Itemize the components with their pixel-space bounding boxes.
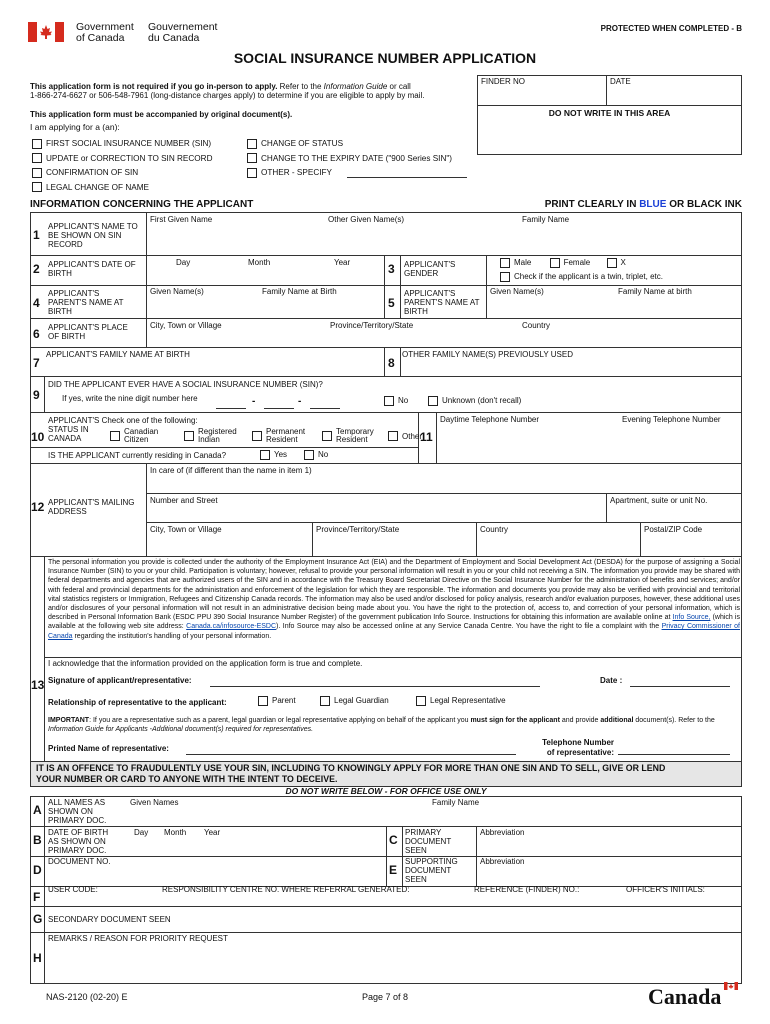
option-update[interactable]: UPDATE or CORRECTION TO SIN RECORD	[32, 152, 213, 167]
checkbox[interactable]	[607, 258, 617, 268]
item-number: 5	[388, 296, 395, 310]
canada-wordmark: Canada	[648, 984, 722, 1009]
other-given-names-label: Other Given Name(s)	[328, 215, 405, 224]
option-confirmation[interactable]: CONFIRMATION OF SIN	[32, 166, 213, 181]
date-label: DATE	[610, 77, 631, 86]
supporting-doc-label: SUPPORTING DOCUMENT SEEN	[405, 857, 458, 884]
item1-label: APPLICANT'S NAME TO BE SHOWN ON SIN RECORD	[48, 222, 138, 249]
page-title: SOCIAL INSURANCE NUMBER APPLICATION	[233, 50, 537, 66]
parent-label: Parent	[272, 696, 296, 706]
status-options	[110, 428, 422, 444]
year-label: Year	[334, 258, 351, 267]
form-code: NAS-2120 (02-20) E	[46, 992, 128, 1002]
care-of-label: In care of (if different than the name in item 1)	[150, 466, 312, 475]
checkbox[interactable]	[247, 139, 257, 149]
government-en: Government of Canada	[76, 21, 134, 44]
rel-parent	[258, 696, 296, 706]
item-number: 6	[33, 327, 40, 341]
parent-given-label: Given Name(s)	[150, 287, 204, 296]
checkbox[interactable]	[258, 696, 268, 706]
apply-options-left	[32, 137, 213, 195]
item10-label-2: STATUS IN	[48, 425, 89, 434]
residing-no	[304, 450, 328, 460]
checkbox[interactable]	[428, 396, 438, 406]
info-source-link[interactable]: Info Source,	[672, 614, 711, 622]
birth-country-label: Country	[522, 321, 551, 330]
month-label: Month	[248, 258, 271, 267]
office-use-title: DO NOT WRITE BELOW - FOR OFFICE USE ONLY	[285, 786, 487, 796]
residing-question: IS THE APPLICANT currently residing in Canada?	[48, 451, 227, 460]
checkbox[interactable]	[550, 258, 560, 268]
yes-label: Yes	[274, 450, 288, 460]
option-first-sin[interactable]: FIRST SOCIAL INSURANCE NUMBER (SIN)	[32, 137, 213, 152]
rep-phone-line[interactable]	[618, 754, 730, 755]
privacy-commissioner-link[interactable]: Privacy Commissioner of Canada	[48, 623, 740, 640]
office-item-letter: H	[33, 951, 42, 965]
rel-guardian	[320, 696, 389, 706]
male-label: Male	[514, 258, 532, 268]
checkbox[interactable]	[32, 139, 42, 149]
rep-phone-label: Telephone Number of representative:	[542, 738, 614, 757]
other-specify-line[interactable]	[347, 177, 467, 178]
sin-part-3[interactable]	[310, 408, 340, 409]
checkbox[interactable]	[304, 450, 314, 460]
twin-option	[500, 272, 663, 282]
status-option-label: Other	[402, 431, 423, 441]
x-label: X	[620, 258, 626, 268]
all-names-label: ALL NAMES AS SHOWN ON PRIMARY DOC.	[48, 798, 107, 825]
daytime-phone-label: Daytime Telephone Number	[440, 415, 540, 424]
guardian-label: Legal Guardian	[334, 696, 389, 706]
item8-label: OTHER FAMILY NAME(S) PREVIOUSLY USED	[402, 350, 573, 359]
sin-unknown-option	[428, 396, 521, 406]
residing-yes	[260, 450, 287, 460]
checkbox[interactable]	[32, 153, 42, 163]
item-number: 7	[33, 356, 40, 370]
privacy-notice: The personal information you provide is collected under the authority of the Employment Insurance Act (EIA) and the Department of Employment and Social Development Act (DESDA) for the purpose of assigning a Social Insurance Number (SIN) to you or your child. Participation is voluntary; however, refusal to provide your personal information will result in you or your child not receiving a SIN. The information you provide may be shared with federal departments and agencies that are authorized users of the SIN and in accordance with the Treasury Board Secretariat Directive on the Social Insurance Number for the administration of benefits and services; and/or with federal and provincial departments for the administration and enforcement of the legislation for which they are responsible. The information and documents you provide may also be verified with provincial and territorial vital statistics registers or Immigration, Refugees and Citizenship Canada records. The information may also be used and/or disclosed for policy analysis, research and/or evaluation purposes, however, these additional uses and/or disclosures of your personal information will not result in an administrative decision being made about you. You have the right to the protection of, access to, and correction of your personal information, which is described in Personal Information Bank (ESDC PPU 390 Social Insurance Number Register) of the government publication Info Source. Instructions for obtaining this information are available online at Info Source, (which is available at the following web site address: Canada.ca/infosource-ESDC). Info Source may also be accessed online at any Service Canada Centre. You have the right to file a complaint with the Privacy Commissioner of Canada regarding the institution's handling of your personal information.	[48, 559, 740, 640]
item-number: 1	[33, 228, 40, 242]
accompanied-note: This application form must be accompanied by original document(s).	[30, 110, 293, 119]
birth-province-label: Province/Territory/State	[330, 321, 414, 330]
canada-flag-icon	[28, 22, 64, 42]
mail-city-label: City, Town or Village	[150, 525, 222, 534]
document-no-label: DOCUMENT NO.	[48, 857, 111, 866]
reference-no-label: REFERENCE (FINDER) NO.:	[474, 885, 580, 894]
item10-label-3: CANADA	[48, 434, 82, 443]
item-number: 3	[388, 262, 395, 276]
checkbox[interactable]	[260, 450, 270, 460]
office-item-letter: D	[33, 863, 42, 877]
primary-doc-label: PRIMARY DOCUMENT SEEN	[405, 828, 452, 855]
item7-label: APPLICANT'S FAMILY NAME AT BIRTH	[46, 350, 190, 359]
page-number: Page 7 of 8	[361, 992, 409, 1002]
apply-options-right	[247, 137, 452, 181]
office-item-letter: A	[33, 803, 42, 817]
evening-phone-label: Evening Telephone Number	[622, 415, 721, 424]
item10-label: APPLICANT'S Check one of the following:	[48, 416, 198, 425]
status-option-label: Permanent Resident	[266, 427, 306, 444]
parent2-family-label: Family Name at birth	[618, 287, 692, 296]
checkbox[interactable]	[252, 431, 262, 441]
parent-family-label: Family Name at Birth	[262, 287, 337, 296]
item-number: 9	[33, 388, 40, 402]
family-name-label: Family Name	[522, 215, 570, 224]
printed-name-label: Printed Name of representative:	[48, 744, 169, 753]
relationship-label: Relationship of representative to the applicant:	[48, 698, 227, 707]
unknown-label: Unknown (don't recall)	[442, 396, 522, 406]
item4-label: APPLICANT'S PARENT'S NAME AT BIRTH	[48, 289, 124, 316]
user-code-label: USER CODE:	[48, 885, 98, 894]
item3-label: APPLICANT'S GENDER	[404, 260, 456, 278]
item5-label: APPLICANT'S PARENT'S NAME AT BIRTH	[404, 289, 480, 316]
abbreviation-label: Abbreviation	[480, 857, 525, 866]
item-number: 8	[388, 356, 395, 370]
apartment-label: Apartment, suite or unit No.	[610, 496, 708, 505]
office-given-label: Given Names	[130, 798, 179, 807]
gender-options	[500, 258, 626, 268]
important-note: IMPORTANT: If you are a representative such as a parent, legal guardian or legal representative applying on behalf of the applicant you must sign for the applicant and provide additional document(s). Refer to the Information Guide for Applicants -Additional document(s) required for representatives.	[48, 717, 715, 733]
item-number: 4	[33, 296, 40, 310]
option-change-status[interactable]: CHANGE OF STATUS	[247, 137, 452, 152]
status-option-label: Registered Indian	[198, 427, 237, 444]
legal-rep-label: Legal Representative	[430, 696, 506, 706]
checkbox[interactable]	[322, 431, 332, 441]
government-fr: Gouvernement du Canada	[148, 21, 218, 44]
item9-question: DID THE APPLICANT EVER HAVE A SOCIAL INSURANCE NUMBER (SIN)?	[48, 380, 323, 389]
status-option-label: Canadian Citizen	[124, 427, 159, 444]
applying-for-label: I am applying for a (an):	[30, 122, 120, 132]
checkbox[interactable]	[500, 258, 510, 268]
signature-line[interactable]	[210, 686, 540, 687]
responsibility-centre-label: RESPONSIBILITY CENTRE NO. WHERE REFERRAL GENERATED:	[162, 885, 410, 894]
office-family-label: Family Name	[432, 798, 480, 807]
signature-date-line[interactable]	[630, 686, 730, 687]
item2-label: APPLICANT'S DATE OF BIRTH	[48, 260, 136, 278]
signature-date-label: Date :	[600, 676, 623, 685]
option-legal-change[interactable]: LEGAL CHANGE OF NAME	[32, 181, 213, 196]
postal-label: Postal/ZIP Code	[644, 525, 703, 534]
sin-part-2[interactable]	[264, 408, 294, 409]
checkbox[interactable]	[247, 153, 257, 163]
mail-country-label: Country	[480, 525, 509, 534]
finder-no-label: FINDER NO	[481, 77, 525, 86]
female-label: Female	[563, 258, 591, 268]
office-month-label: Month	[164, 828, 187, 837]
secondary-doc-label: SECONDARY DOCUMENT SEEN	[48, 915, 171, 924]
acknowledge-text: I acknowledge that the information provided on the application form is true and complete.	[48, 659, 363, 668]
street-label: Number and Street	[150, 496, 218, 505]
sin-no-option	[384, 396, 408, 406]
item-number: 11	[420, 430, 433, 444]
item-number: 2	[33, 262, 40, 276]
birth-city-label: City, Town or Village	[150, 321, 222, 330]
checkbox[interactable]	[32, 182, 42, 192]
office-item-letter: F	[33, 890, 41, 904]
status-option-label: Temporary Resident	[336, 427, 374, 444]
section-title: INFORMATION CONCERNING THE APPLICANT	[30, 199, 254, 210]
protected-label: PROTECTED WHEN COMPLETED - B	[600, 24, 742, 33]
infosource-esdc-link[interactable]: Canada.ca/infosource-ESDC	[186, 623, 277, 631]
office-year-label: Year	[204, 828, 221, 837]
item6-label: APPLICANT'S PLACE OF BIRTH	[48, 323, 128, 341]
checkbox[interactable]	[32, 168, 42, 178]
checkbox[interactable]	[388, 431, 398, 441]
item-number: 10	[31, 430, 45, 444]
officer-initials-label: OFFICER'S INITIALS:	[626, 885, 705, 894]
office-day-label: Day	[134, 828, 149, 837]
do-not-write-label: DO NOT WRITE IN THIS AREA	[548, 108, 671, 118]
twin-label: Check if the applicant is a twin, triplet, etc.	[514, 272, 663, 282]
item-number: 13	[31, 678, 45, 692]
no-label: No	[398, 396, 409, 406]
first-given-name-label: First Given Name	[150, 215, 213, 224]
offence-warning: IT IS AN OFFENCE TO FRAUDULENTLY USE YOUR SIN, INCLUDING TO KNOWINGLY APPLY FOR MORE THAN ONE SIN AND TO SELL, GIVE OR LEND YOUR NUMBER OR CARD TO ANYONE WITH THE INTENT TO DECEIVE.	[36, 763, 666, 784]
item-number: 12	[31, 500, 45, 514]
rel-legal-rep	[416, 696, 506, 706]
checkbox[interactable]	[320, 696, 330, 706]
sin-part-1[interactable]	[216, 408, 246, 409]
nine-digit-label: If yes, write the nine digit number here	[62, 394, 198, 403]
no-label: No	[318, 450, 329, 460]
dob-label: DATE OF BIRTH AS SHOWN ON PRIMARY DOC.	[48, 828, 109, 855]
mail-province-label: Province/Territory/State	[316, 525, 400, 534]
checkbox[interactable]	[416, 696, 426, 706]
wordmark-flag-icon	[724, 982, 738, 990]
parent2-given-label: Given Name(s)	[490, 287, 544, 296]
print-clearly: PRINT CLEARLY IN BLUE OR BLACK INK	[544, 199, 742, 210]
printed-name-line[interactable]	[186, 754, 516, 755]
option-expiry[interactable]: CHANGE TO THE EXPIRY DATE ("900 Series SIN")	[247, 152, 452, 167]
option-other[interactable]: OTHER - SPECIFY	[247, 166, 452, 181]
signature-label: Signature of applicant/representative:	[48, 676, 192, 685]
checkbox[interactable]	[247, 168, 257, 178]
office-item-letter: B	[33, 833, 42, 847]
office-item-letter: C	[389, 833, 398, 847]
checkbox[interactable]	[384, 396, 394, 406]
day-label: Day	[176, 258, 191, 267]
checkbox[interactable]	[184, 431, 194, 441]
checkbox[interactable]	[110, 431, 120, 441]
office-item-letter: G	[33, 912, 43, 926]
checkbox[interactable]	[500, 272, 510, 282]
office-item-letter: E	[389, 863, 398, 877]
abbreviation-label: Abbreviation	[480, 828, 525, 837]
remarks-label: REMARKS / REASON FOR PRIORITY REQUEST	[48, 934, 228, 943]
item12-label: APPLICANT'S MAILING ADDRESS	[48, 498, 135, 516]
intro-text: This application form is not required if you go in-person to apply. Refer to the Information Guide or call 1-866-274-6627 or 506-548-7961 (long-distance charges apply) to determine if you are eligible to apply by mail.	[30, 82, 425, 100]
